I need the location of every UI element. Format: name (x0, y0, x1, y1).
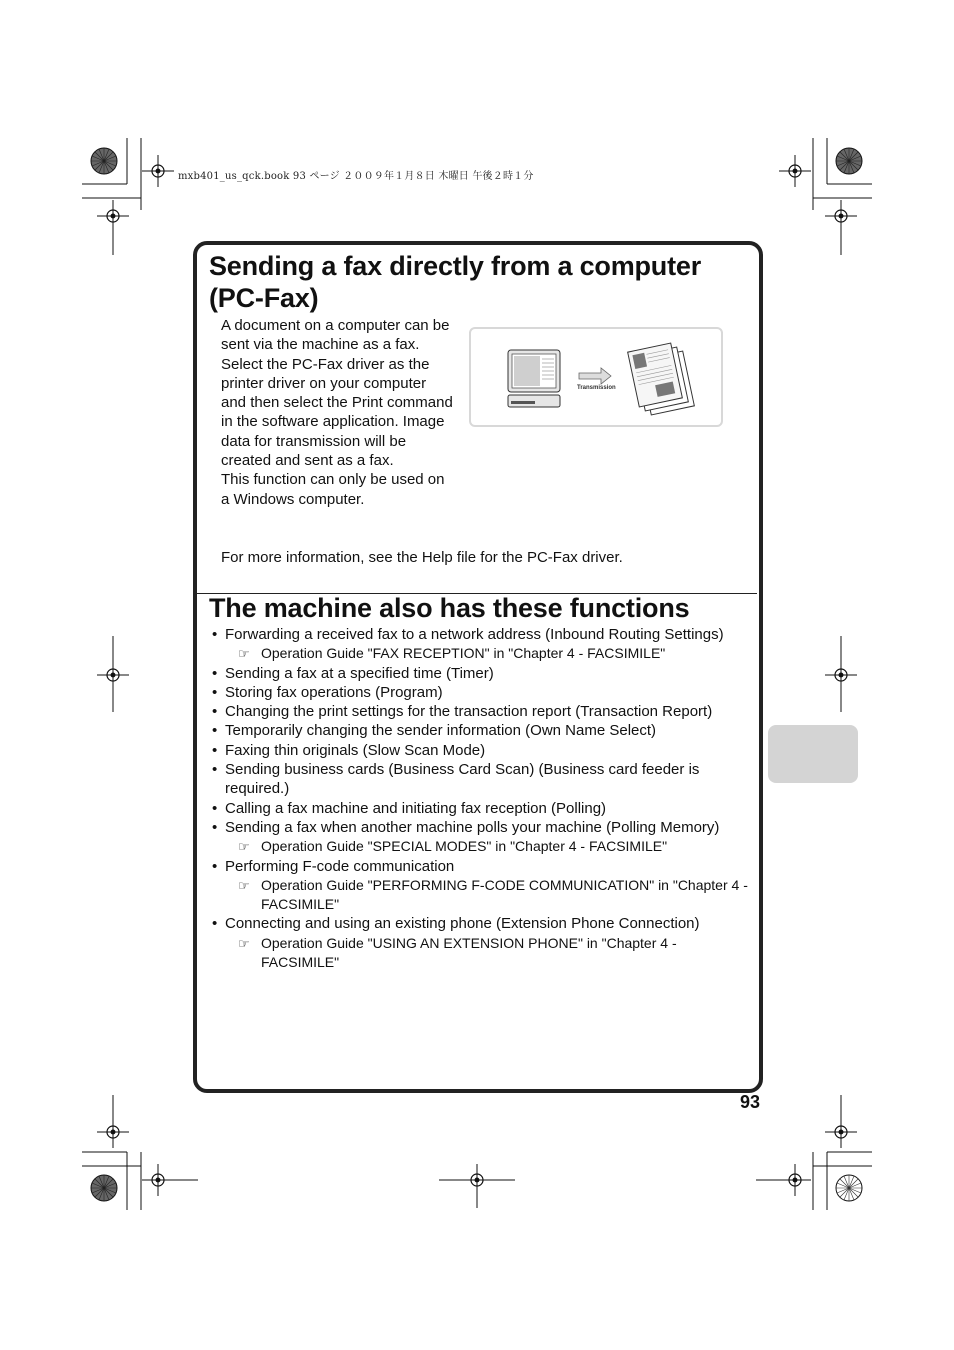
list-item-text: Sending business cards (Business Card Scan) (Business card feeder is required.) (225, 761, 700, 798)
list-item (212, 914, 752, 933)
list-item-text: Faxing thin originals (Slow Scan Mode) (225, 741, 486, 759)
intro-note: This function can only be used on a Windows computer. (221, 471, 445, 508)
list-item-text: Sending a fax when another machine polls your machine (Polling Memory) (225, 818, 720, 836)
bullet-icon: • (212, 626, 218, 643)
pc-fax-illustration (469, 327, 723, 427)
list-item-text: Performing F-code communication (225, 857, 455, 875)
pc-fax-intro (221, 316, 453, 509)
bullet-icon: • (212, 915, 218, 933)
pointing-hand-icon: ☞ (238, 935, 250, 951)
list-item (212, 741, 752, 760)
reference-note (212, 934, 752, 973)
list-item (212, 818, 752, 837)
reference-note (212, 644, 752, 663)
bullet-icon: • (212, 664, 218, 682)
list-item (212, 760, 752, 799)
reference-note (212, 876, 752, 915)
bullet-icon: • (212, 799, 218, 817)
transmission-label: Transmission (577, 385, 616, 391)
chapter-tab (768, 725, 858, 783)
reference-text: Operation Guide "FAX RECEPTION" in "Chapter 4 - FACSIMILE" (261, 645, 666, 662)
section-title-pc-fax: Sending a fax directly from a computer (PC-Fax) (209, 251, 702, 313)
pointing-hand-icon: ☞ (238, 877, 250, 893)
reference-text: Operation Guide "PERFORMING F-CODE COMMUNICATION" in "Chapter 4 - FACSIMILE" (261, 876, 748, 913)
list-item (212, 702, 752, 721)
bullet-icon: • (212, 722, 218, 740)
reference-note (212, 837, 752, 856)
list-item-text: Connecting and using an existing phone (Extension Phone Connection) (225, 915, 700, 933)
list-item (212, 799, 752, 818)
list-item-text: Changing the print settings for the transaction report (Transaction Report) (225, 703, 713, 721)
intro-paragraph: A document on a computer can be sent via the machine as a fax. Select the PC-Fax driver as the printer driver on your computer and then select the Print command in the software application. Image data for transmission will be created and sent as a fax. (221, 317, 453, 470)
list-item (212, 857, 752, 876)
list-item (212, 683, 752, 702)
bullet-icon: • (212, 741, 218, 759)
bullet-icon: • (212, 761, 218, 779)
list-item-text: Forwarding a received fax to a network address (Inbound Routing Settings) (225, 626, 724, 643)
list-item (212, 721, 752, 740)
list-item-text: Temporarily changing the sender information (Own Name Select) (225, 722, 657, 740)
print-header-line: mxb401_us_qck.book 93 ページ ２００９年１月８日 木曜日 午後２時１分 (178, 171, 534, 182)
section-title-functions: The machine also has these functions (209, 593, 690, 623)
functions-list (212, 625, 752, 972)
reference-text: Operation Guide "USING AN EXTENSION PHONE" in "Chapter 4 - FACSIMILE" (261, 934, 677, 971)
list-item (212, 625, 752, 644)
bullet-icon: • (212, 683, 218, 701)
list-item-text: Sending a fax at a specified time (Timer) (225, 664, 494, 682)
list-item-text: Storing fax operations (Program) (225, 683, 443, 701)
bullet-icon: • (212, 703, 218, 721)
pointing-hand-icon: ☞ (238, 839, 250, 855)
list-item (212, 664, 752, 683)
bullet-icon: • (212, 818, 218, 836)
reference-text: Operation Guide "SPECIAL MODES" in "Chapter 4 - FACSIMILE" (261, 838, 668, 855)
pointing-hand-icon: ☞ (238, 646, 250, 662)
list-item-text: Calling a fax machine and initiating fax reception (Polling) (225, 799, 607, 817)
bullet-icon: • (212, 857, 218, 875)
pc-fax-more-info: For more information, see the Help file for the PC-Fax driver. (221, 549, 623, 566)
page-number: 93 (739, 1092, 760, 1112)
computer-to-fax-icon (471, 329, 721, 425)
